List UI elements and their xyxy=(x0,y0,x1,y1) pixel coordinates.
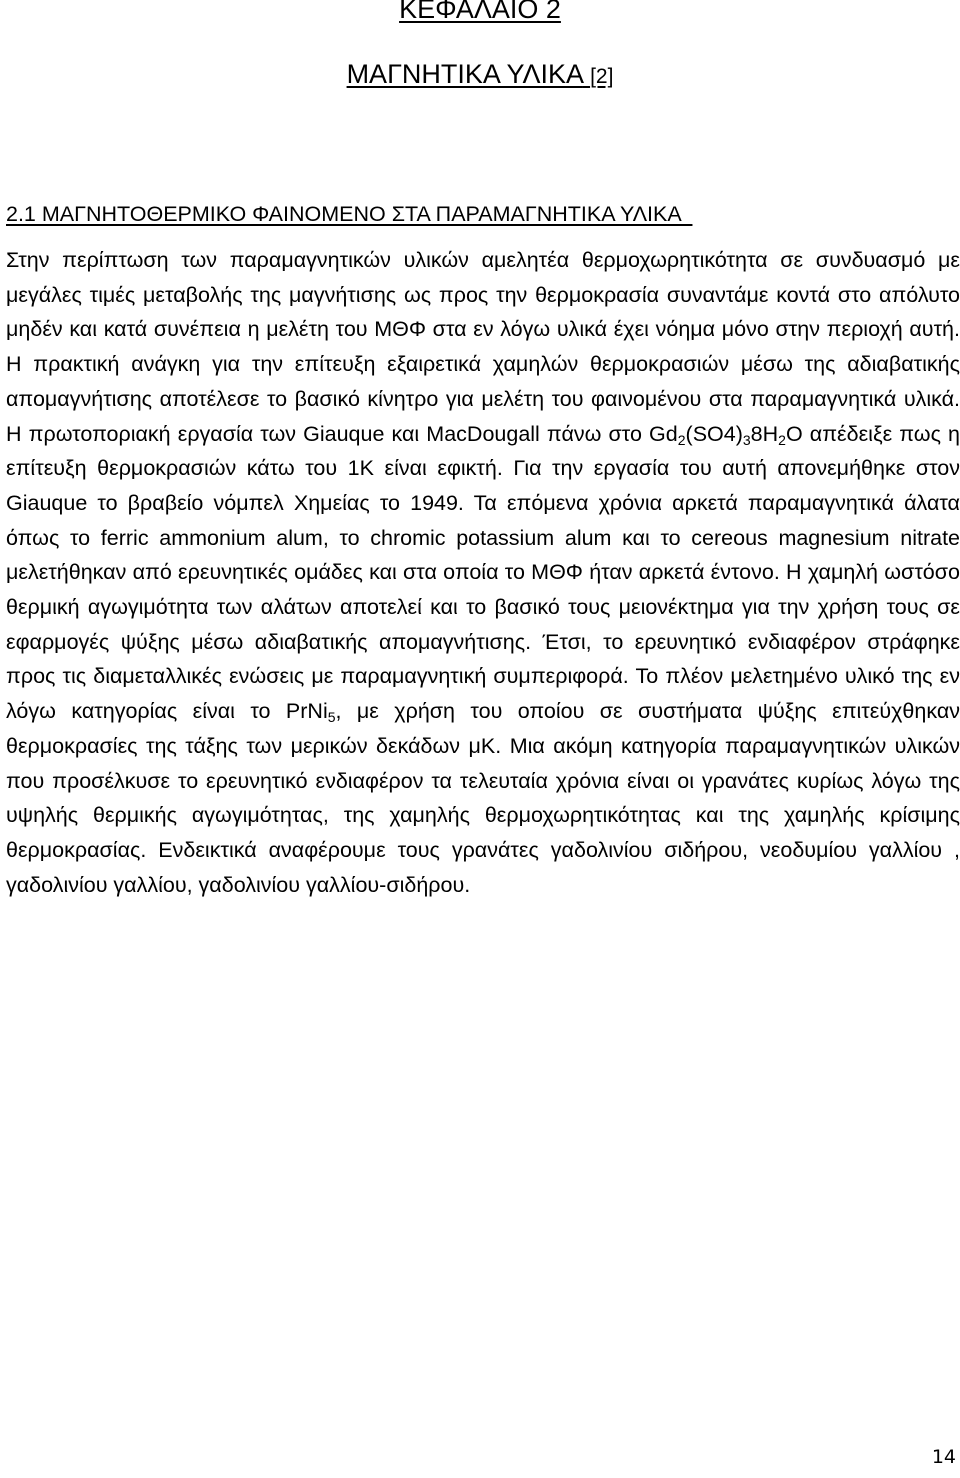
body-paragraph xyxy=(6,243,960,902)
subscript: 2 xyxy=(778,431,786,448)
subscript: 5 xyxy=(327,709,336,726)
chapter-title xyxy=(0,59,960,90)
subscript: 2 xyxy=(677,431,686,448)
paragraph-text: Στην περίπτωση των παραμαγνητικών υλικών αμελητέα θερμοχωρητικότητα σε συνδυασμό με μεγάλες τιμές μεταβολής της μαγνήτισης ως προς την θερμοκρασία συναντάμε κοντά στο απόλυτο μηδέν και κατά συνέπεια η μελέτη του ΜΘΦ στα εν λόγω υλικά έχει νόημα μόνο στην περιοχή αυτή. Η πρακτική ανάγκη για την επίτευξη εξαιρετικά χαμηλών θερμοκρασιών μέσω της αδιαβατικής απομαγνήτισης αποτέλεσε το βασικό κίνητρο για μελέτη του φαινομένου στα παραμαγνητικά υλικά. Η πρωτοποριακή εργασία των Giauque και MacDougall πάνω στο Gd xyxy=(6,248,960,446)
chapter-reference: [2] xyxy=(590,65,614,88)
paragraph-text: , με χρήση του οποίου σε συστήματα ψύξης επιτεύχθηκαν θερμοκρασίες της τάξης των μερικών δεκάδων μK. Μια ακόμη κατηγορία παραμαγνητικών υλικών που προσέλκυσε το ερευνητικό ενδιαφέρον τα τελευταία χρόνια είναι οι γρανάτες κυρίως λόγω της υψηλής θερμικής αγωγιμότητας, της χαμηλής θερμοχωρητικότητας και της χαμηλής κρίσιμης θερμοκρασίας. Ενδεικτικά αναφέρουμε τους γρανάτες γαδολινίου σιδήρου, νεοδυμίου γαλλίου , γαδολινίου γαλλίου, γαδολινίου γαλλίου-σιδήρου. xyxy=(6,699,960,897)
paragraph-text: 8H xyxy=(750,421,779,446)
paragraph-text: O απέδειξε πως η επίτευξη θερμοκρασιών κάτω του 1K είναι εφικτή. Για την εργασία του αυτή απονεμήθηκε στον Giauque το βραβείο νόμπελ Χημείας το 1949. Τα επόμενα χρόνια αρκετά παραμαγνητικά άλατα όπως το ferric ammonium alum, το chromic potassium alum και το cereous magnesium nitrate μελετήθηκαν από ερευνητικές ομάδες και στα οποία το ΜΘΦ ήταν αρκετά έντονο. Η χαμηλή ωστόσο θερμική αγωγιμότητα των αλάτων αποτελεί και το βασικό τους μειονέκτημα για την χρήση τους σε εφαρμογές ψύξης μέσω αδιαβατικής απομαγνήτισης. Έτσι, το ερευνητικό ενδιαφέρον στράφηκε προς τις διαμεταλλικές ενώσεις με παραμαγνητική συμπεριφορά. Το πλέον μελετημένο υλικό της εν λόγω κατηγορίας είναι το PrNi xyxy=(6,421,960,724)
chapter-title-text: ΜΑΓΝΗΤΙΚΑ ΥΛΙΚΑ xyxy=(346,59,583,89)
subscript: 3 xyxy=(742,431,751,448)
chapter-number: ΚΕΦΑΛΑΙΟ 2 xyxy=(399,0,561,24)
section-heading: 2.1 ΜΑΓΝΗΤΟΘΕΡΜΙΚΟ ΦΑΙΝΟΜΕΝΟ ΣΤΑ ΠΑΡΑΜΑΓΝΗΤΙΚΑ ΥΛΙΚΑ xyxy=(6,202,693,226)
page-number: 14 xyxy=(931,1446,956,1468)
paragraph-text: (SO4) xyxy=(685,421,743,446)
